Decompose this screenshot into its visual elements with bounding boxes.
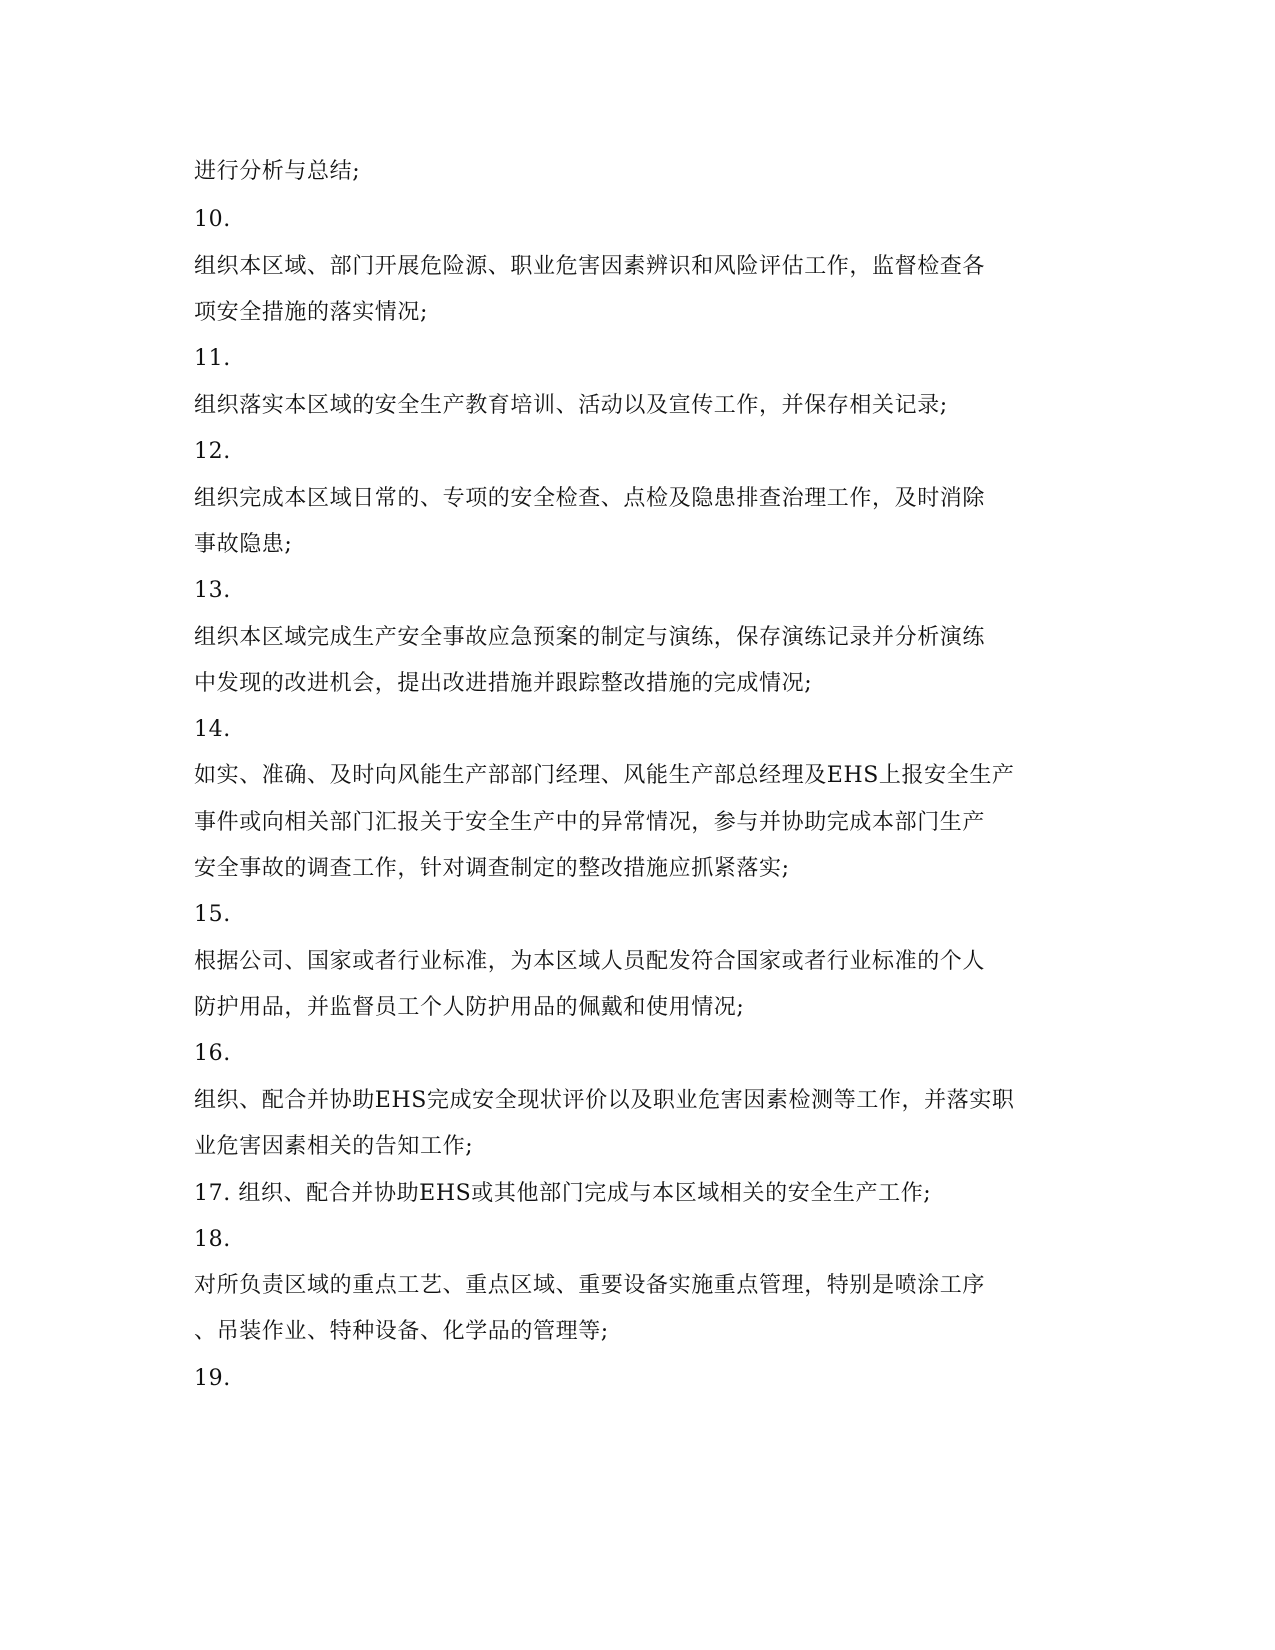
text-line: 安全事故的调查工作，针对调查制定的整改措施应抓紧落实; [194,856,790,881]
text-line: 项安全措施的落实情况; [194,300,429,325]
item-number: 10. [194,207,231,232]
text-line: 防护用品，并监督员工个人防护用品的佩戴和使用情况; [194,995,745,1020]
text-line: 根据公司、国家或者行业标准，为本区域人员配发符合国家或者行业标准的个人 [194,949,986,974]
text-line: 组织本区域完成生产安全事故应急预案的制定与演练，保存演练记录并分析演练 [194,625,986,650]
text-line: 中发现的改进机会，提出改进措施并跟踪整改措施的完成情况; [194,671,813,696]
text-line: 组织本区域、部门开展危险源、职业危害因素辨识和风险评估工作，监督检查各 [194,254,986,279]
text-line: 事故隐患; [194,532,293,557]
item-number: 19. [194,1366,231,1391]
text-line: 事件或向相关部门汇报关于安全生产中的异常情况，参与并协助完成本部门生产 [194,810,986,835]
text-line: 业危害因素相关的告知工作; [194,1134,474,1159]
item-number: 11. [194,346,231,371]
item-number: 12. [194,439,231,464]
text-line: 组织完成本区域日常的、专项的安全检查、点检及隐患排查治理工作，及时消除 [194,486,986,511]
item-number: 15. [194,902,231,927]
text-line: 17. 组织、配合并协助EHS或其他部门完成与本区域相关的安全生产工作; [194,1181,932,1206]
text-line: 如实、准确、及时向风能生产部部门经理、风能生产部总经理及EHS上报安全生产 [194,763,1015,788]
item-number: 16. [194,1041,231,1066]
text-line: 组织落实本区域的安全生产教育培训、活动以及宣传工作，并保存相关记录; [194,393,948,418]
text-line: 、吊装作业、特种设备、化学品的管理等; [194,1319,609,1344]
text-line: 进行分析与总结; [194,159,361,184]
item-number: 13. [194,578,231,603]
item-number: 14. [194,717,231,742]
text-line: 组织、配合并协助EHS完成安全现状评价以及职业危害因素检测等工作，并落实职 [194,1088,1015,1113]
text-line: 对所负责区域的重点工艺、重点区域、重要设备实施重点管理，特别是喷涂工序 [194,1273,986,1298]
item-number: 18. [194,1227,231,1252]
